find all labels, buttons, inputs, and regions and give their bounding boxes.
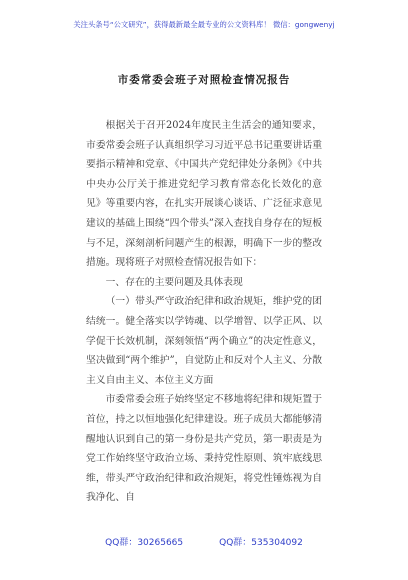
qq-group-1: QQ群：30265665: [105, 538, 184, 548]
body-paragraph: 市委常委会班子始终坚定不移地将纪律和规矩置于首位，持之以恒地强化纪律建设。班子成员大都能够清醒地认识到自己的第一身份是共产党员，第一职责是为党工作始终坚守政治立场、秉持党性原则、筑牢底线思维，带头严守政治纪律和政治规矩，将党性锤炼视为自我净化、自: [86, 394, 322, 504]
intro-paragraph: 根据关于召开2024年度民主生活会的通知要求，市委常委会班子认真组织学习习近平总书记重要讲话重要指示精神和党章、《中国共产党纪律处分条例》《中共中央办公厅关于推进党纪学习教育常态化长效化的意见》等重要内容，在扎实开展谈心谈话、广泛征求意见建议的基础上围绕“四个带头”深入查找自身存在的短板与不足，深刻剖析问题产生的根源，明确下一步的整改措施。现将班子对照检查情况报告如下：: [86, 120, 322, 269]
document-title: 市委常委会班子对照检查情况报告: [117, 74, 291, 86]
qq-group-2: QQ群：535304092: [219, 538, 303, 548]
section-heading: 一、存在的主要问题及具体表现: [105, 276, 243, 288]
contact-footer: [0, 535, 408, 548]
subsection-paragraph: （一）带头严守政治纪律和政治规矩，维护党的团结统一。健全落实以学铸魂、以学增智、以学正风、以学促干长效机制，深刻领悟“两个确立”的决定性意义，坚决做到“两个维护”，自觉防止和反对个人主义、分散主义自由主义、本位主义方面: [86, 296, 322, 386]
document-body: [86, 116, 322, 508]
promo-banner: 关注头条号“公文研究”，获得最新最全最专业的公文资料库！ 微信：gongwenyj: [73, 20, 335, 29]
